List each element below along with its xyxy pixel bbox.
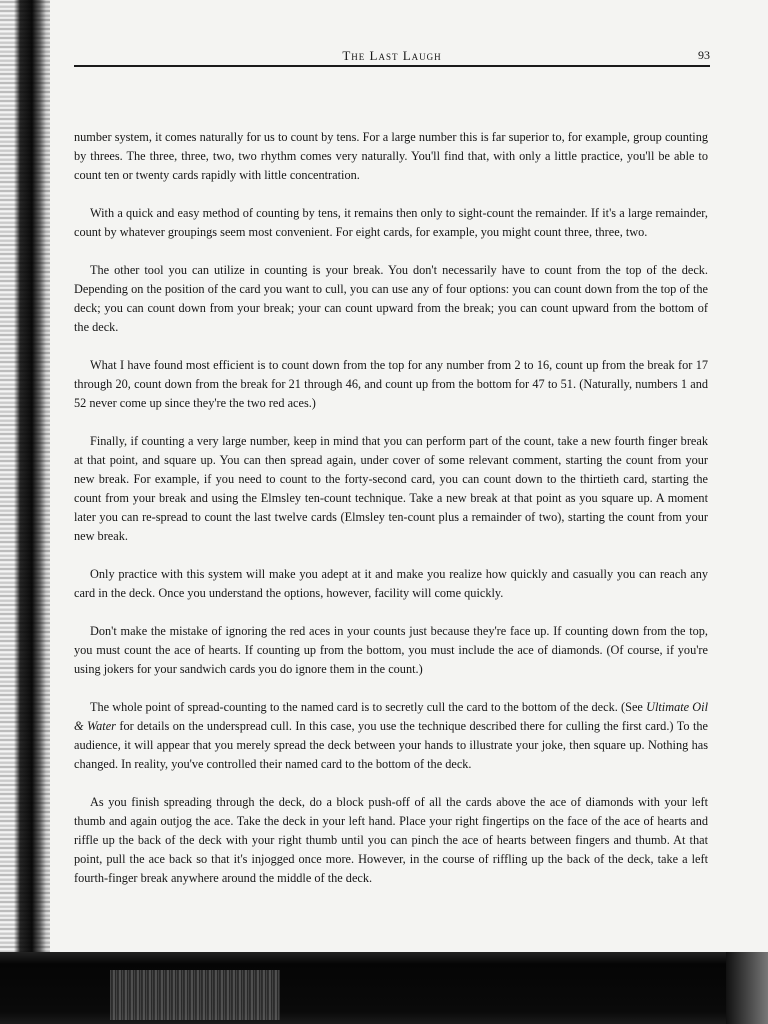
paragraph: Finally, if counting a very large number, keep in mind that you can perform part of the count, take a new fourth finger break at that point, and square up. You can then spread again, under cover of some relevant comment, starting the count from your new break. For example, if you need to count to the forty-second card, you can count down to the thirtieth card, starting the count from your break and using the Elmsley ten-count technique. Take a new break at that point as you square up. A moment later you can re-spread to count the last twelve cards (Elmsley ten-count plus a remainder of two), starting the count from your new break. bbox=[74, 434, 708, 543]
running-header bbox=[74, 48, 710, 66]
paragraph: What I have found most efficient is to count down from the top for any number from 2 to 16, count up from the break for 17 through 20, count down from the break for 21 through 46, and count up from the bottom for 47 to 51. (Naturally, numbers 1 and 52 never come up since they're the two red aces.) bbox=[74, 358, 708, 410]
book-spine-shadow bbox=[0, 0, 50, 1024]
scan-noise bbox=[110, 970, 280, 1020]
scan-corner-shadow bbox=[726, 952, 768, 1024]
paragraph: Only practice with this system will make you adept at it and make you realize how quickly and casually you can reach any card in the deck. Once you understand the options, however, facility will come quickly. bbox=[74, 567, 708, 600]
paragraph: As you finish spreading through the deck, do a block push-off of all the cards above the ace of diamonds with your left thumb and again outjog the ace. Take the deck in your left hand. Place your right fingertips on the face of the ace of hearts and riffle up the back of the deck with your right thumb until you can pinch the ace of hearts between fingers and thumb. At that point, pull the ace back so that it's injogged once more. However, in the course of riffling up the back of the deck, take a left fourth-finger break anywhere around the middle of the deck. bbox=[74, 795, 708, 885]
page-body bbox=[74, 128, 708, 907]
paragraph-text: The whole point of spread-counting to the named card is to secretly cull the card to the bottom of the deck. (See bbox=[90, 700, 647, 714]
page-number: 93 bbox=[698, 48, 710, 62]
paragraph-spread-cull bbox=[74, 698, 708, 774]
running-title: The Last Laugh bbox=[342, 48, 442, 63]
scan-bottom-edge bbox=[0, 952, 768, 1024]
paragraph: The other tool you can utilize in counting is your break. You don't necessarily have to count from the top of the deck. Depending on the position of the card you want to cull, you can use any of four options: you can count down from the top of the deck; you can count down from your break; your can count upward from the break; you can count upward from the bottom of the deck. bbox=[74, 263, 708, 334]
header-rule bbox=[74, 65, 710, 67]
paragraph: With a quick and easy method of counting by tens, it remains then only to sight-count the remainder. If it's a large remainder, count by whatever groupings seem most convenient. For eight cards, for example, you might count three, three, two. bbox=[74, 206, 708, 239]
paragraph: number system, it comes naturally for us to count by tens. For a large number this is far superior to, for example, group counting by threes. The three, three, two, two rhythm comes very naturally. You'll find that, with only a little practice, you'll be able to count ten or twenty cards rapidly with little concentration. bbox=[74, 130, 708, 182]
book-title-italic: Ultimate Oil & Water bbox=[74, 700, 708, 733]
paragraph: Don't make the mistake of ignoring the red aces in your counts just because they're face up. If counting down from the top, you must count the ace of hearts. If counting up from the bottom, you must include the ace of diamonds. (Of course, if you're using jokers for your sandwich cards you do ignore them in the count.) bbox=[74, 624, 708, 676]
paragraph-text: for details on the underspread cull. In this case, you use the technique described there for culling the first card.) To the audience, it will appear that you merely spread the deck between your hands to illustrate your joke, then square up. Nothing has changed. In reality, you've controlled their named card to the bottom of the deck. bbox=[74, 719, 709, 771]
